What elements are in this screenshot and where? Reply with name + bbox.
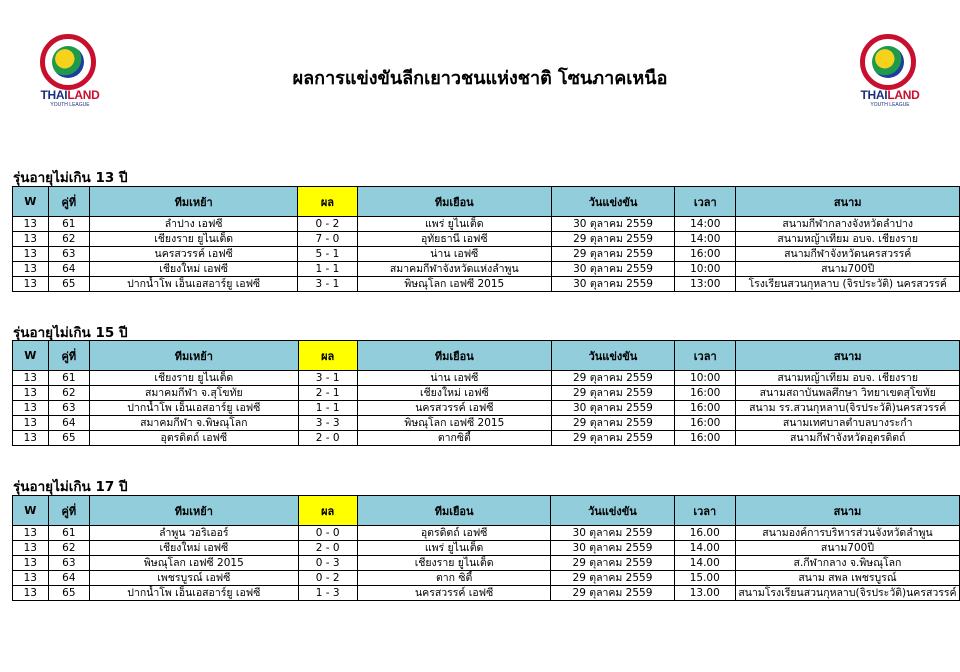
header-week: W <box>13 496 49 526</box>
date-cell: 29 ตุลาคม 2559 <box>551 371 674 386</box>
result-cell: 2 - 0 <box>298 541 357 556</box>
away-team-cell: แพร่ ยูไนเต็ด <box>357 541 551 556</box>
venue-cell: สนามสถาบันพลศึกษา วิทยาเขตสุโขทัย <box>736 386 960 401</box>
date-cell: 30 ตุลาคม 2559 <box>551 526 674 541</box>
result-cell: 3 - 1 <box>298 277 357 292</box>
match-number-cell: 63 <box>48 247 89 262</box>
home-team-cell: เชียงราย ยูไนเต็ด <box>90 232 298 247</box>
week-cell: 13 <box>13 217 49 232</box>
time-cell: 14.00 <box>674 541 735 556</box>
match-number-cell: 63 <box>48 556 90 571</box>
week-cell: 13 <box>13 416 49 431</box>
table-row <box>13 277 960 292</box>
table-row <box>13 262 960 277</box>
logo-wordmark: THAILAND <box>40 88 100 102</box>
away-team-cell: ตากซิตี้ <box>357 431 551 446</box>
table-row <box>13 571 960 586</box>
week-cell: 13 <box>13 232 49 247</box>
header-away-team: ทีมเยือน <box>357 496 551 526</box>
section-title-u17: รุ่นอายุไม่เกิน 17 ปี <box>13 479 128 495</box>
table-header-row <box>13 496 960 526</box>
home-team-cell: สมาคมกีฬา จ.พิษณุโลก <box>90 416 298 431</box>
logo-subtitle: YOUTH LEAGUE <box>50 102 90 108</box>
header-home-team: ทีมเหย้า <box>90 341 298 371</box>
match-number-cell: 62 <box>48 386 90 401</box>
match-number-cell: 64 <box>48 571 90 586</box>
date-cell: 30 ตุลาคม 2559 <box>552 277 675 292</box>
table-row <box>13 386 960 401</box>
home-team-cell: ลำพูน วอริเออร์ <box>90 526 298 541</box>
logo-wordmark: THAILAND <box>860 88 920 102</box>
date-cell: 29 ตุลาคม 2559 <box>551 586 674 601</box>
venue-cell: สนาม รร.สวนกุหลาบ(จิรประวัติ)นครสวรรค์ <box>736 401 960 416</box>
week-cell: 13 <box>13 556 49 571</box>
date-cell: 30 ตุลาคม 2559 <box>551 401 674 416</box>
header-time: เวลา <box>675 187 736 217</box>
time-cell: 10:00 <box>675 262 736 277</box>
date-cell: 29 ตุลาคม 2559 <box>551 386 674 401</box>
time-cell: 13.00 <box>674 586 735 601</box>
time-cell: 13:00 <box>675 277 736 292</box>
home-team-cell: พิษณุโลก เอฟซี 2015 <box>90 556 298 571</box>
home-team-cell: ปากน้ำโพ เอ็นเอสอาร์ยู เอฟซี <box>90 586 298 601</box>
header-match: คู่ที่ <box>48 496 90 526</box>
away-team-cell: เชียงใหม่ เอฟซี <box>357 386 551 401</box>
week-cell: 13 <box>13 386 49 401</box>
venue-cell: ส.กีฬากลาง จ.พิษณุโลก <box>735 556 959 571</box>
results-table-u15 <box>12 340 960 446</box>
venue-cell: สนามองค์การบริหารส่วนจังหวัดลำพูน <box>735 526 959 541</box>
week-cell: 13 <box>13 401 49 416</box>
time-cell: 15.00 <box>674 571 735 586</box>
header-date: วันแข่งขัน <box>551 341 674 371</box>
home-team-cell: เชียงราย ยูไนเต็ด <box>90 371 298 386</box>
home-team-cell: ปากน้ำโพ เอ็นเอสอาร์ยู เอฟซี <box>90 401 298 416</box>
venue-cell: สนามกีฬากลางจังหวัดลำปาง <box>736 217 960 232</box>
away-team-cell: อุตรดิตถ์ เอฟซี <box>357 526 551 541</box>
away-team-cell: ตาก ซิตี้ <box>357 571 551 586</box>
header-away-team: ทีมเยือน <box>357 187 552 217</box>
time-cell: 16:00 <box>675 386 736 401</box>
table-row <box>13 247 960 262</box>
date-cell: 29 ตุลาคม 2559 <box>552 232 675 247</box>
header-week: W <box>13 187 49 217</box>
header-home-team: ทีมเหย้า <box>90 187 298 217</box>
week-cell: 13 <box>13 526 49 541</box>
match-number-cell: 65 <box>48 586 90 601</box>
header-time: เวลา <box>674 496 735 526</box>
table-row <box>13 556 960 571</box>
venue-cell: สนามหญ้าเทียม อบจ. เชียงราย <box>736 371 960 386</box>
venue-cell: สนาม สพล เพชรบูรณ์ <box>735 571 959 586</box>
result-cell: 2 - 0 <box>298 431 357 446</box>
match-number-cell: 63 <box>48 401 90 416</box>
home-team-cell: นครสวรรค์ เอฟซี <box>90 247 298 262</box>
venue-cell: โรงเรียนสวนกุหลาบ (จิรประวัติ) นครสวรรค์ <box>736 277 960 292</box>
result-cell: 1 - 1 <box>298 401 357 416</box>
header-time: เวลา <box>675 341 736 371</box>
result-cell: 3 - 3 <box>298 416 357 431</box>
results-table-u17 <box>12 495 960 601</box>
week-cell: 13 <box>13 541 49 556</box>
home-team-cell: เชียงใหม่ เอฟซี <box>90 541 298 556</box>
time-cell: 16:00 <box>675 247 736 262</box>
venue-cell: สนามกีฬาจังหวัดนครสวรรค์ <box>736 247 960 262</box>
time-cell: 16.00 <box>674 526 735 541</box>
time-cell: 14:00 <box>675 232 736 247</box>
time-cell: 14:00 <box>675 217 736 232</box>
time-cell: 16:00 <box>675 416 736 431</box>
result-cell: 1 - 1 <box>298 262 357 277</box>
time-cell: 10:00 <box>675 371 736 386</box>
date-cell: 30 ตุลาคม 2559 <box>552 262 675 277</box>
away-team-cell: นครสวรรค์ เอฟซี <box>357 586 551 601</box>
result-cell: 3 - 1 <box>298 371 357 386</box>
match-number-cell: 62 <box>48 541 90 556</box>
header-home-team: ทีมเหย้า <box>90 496 298 526</box>
venue-cell: สนามโรงเรียนสวนกุหลาบ(จิรประวัติ)นครสวรรค์ <box>735 586 959 601</box>
table-header-row <box>13 341 960 371</box>
result-cell: 7 - 0 <box>298 232 357 247</box>
match-number-cell: 65 <box>48 277 89 292</box>
home-team-cell: ปากน้ำโพ เอ็นเอสอาร์ยู เอฟซี <box>90 277 298 292</box>
home-team-cell: สมาคมกีฬา จ.สุโขทัย <box>90 386 298 401</box>
header-venue: สนาม <box>735 496 959 526</box>
date-cell: 30 ตุลาคม 2559 <box>551 541 674 556</box>
result-cell: 0 - 0 <box>298 526 357 541</box>
table-row <box>13 217 960 232</box>
logo-subtitle: YOUTH LEAGUE <box>870 102 910 108</box>
away-team-cell: พิษณุโลก เอฟซี 2015 <box>357 416 551 431</box>
venue-cell: สนามหญ้าเทียม อบจ. เชียงราย <box>736 232 960 247</box>
date-cell: 29 ตุลาคม 2559 <box>552 247 675 262</box>
away-team-cell: พิษณุโลก เอฟซี 2015 <box>357 277 552 292</box>
table-row <box>13 541 960 556</box>
header-date: วันแข่งขัน <box>551 496 674 526</box>
header-match: คู่ที่ <box>48 187 89 217</box>
header-match: คู่ที่ <box>48 341 90 371</box>
match-number-cell: 61 <box>48 371 90 386</box>
week-cell: 13 <box>13 262 49 277</box>
date-cell: 29 ตุลาคม 2559 <box>551 431 674 446</box>
time-cell: 16:00 <box>675 401 736 416</box>
table-row <box>13 526 960 541</box>
result-cell: 2 - 1 <box>298 386 357 401</box>
header-date: วันแข่งขัน <box>552 187 675 217</box>
match-number-cell: 65 <box>48 431 90 446</box>
away-team-cell: เชียงราย ยูไนเต็ด <box>357 556 551 571</box>
venue-cell: สนาม700ปี <box>735 541 959 556</box>
date-cell: 29 ตุลาคม 2559 <box>551 416 674 431</box>
away-team-cell: แพร่ ยูไนเต็ด <box>357 217 552 232</box>
section-title-u13: รุ่นอายุไม่เกิน 13 ปี <box>13 170 128 186</box>
match-number-cell: 61 <box>48 526 90 541</box>
table-row <box>13 401 960 416</box>
venue-cell: สนามกีฬาจังหวัดอุตรดิตถ์ <box>736 431 960 446</box>
home-team-cell: เชียงใหม่ เอฟซี <box>90 262 298 277</box>
away-team-cell: สมาคมกีฬาจังหวัดแห่งลำพูน <box>357 262 552 277</box>
header-result: ผล <box>298 496 357 526</box>
header-result: ผล <box>298 341 357 371</box>
time-cell: 16:00 <box>675 431 736 446</box>
date-cell: 30 ตุลาคม 2559 <box>552 217 675 232</box>
page-title: ผลการแข่งขันลีกเยาวชนแห่งชาติ โซนภาคเหนือ <box>292 68 668 89</box>
results-table-u13 <box>12 186 960 292</box>
table-row <box>13 371 960 386</box>
header-week: W <box>13 341 49 371</box>
result-cell: 0 - 3 <box>298 556 357 571</box>
date-cell: 29 ตุลาคม 2559 <box>551 571 674 586</box>
home-team-cell: อุตรดิตถ์ เอฟซี <box>90 431 298 446</box>
match-number-cell: 61 <box>48 217 89 232</box>
week-cell: 13 <box>13 431 49 446</box>
result-cell: 1 - 3 <box>298 586 357 601</box>
venue-cell: สนามเทศบาลตำบลบางระกำ <box>736 416 960 431</box>
home-team-cell: ลำปาง เอฟซี <box>90 217 298 232</box>
venue-cell: สนาม700ปี <box>736 262 960 277</box>
away-team-cell: อุทัยธานี เอฟซี <box>357 232 552 247</box>
table-row <box>13 232 960 247</box>
away-team-cell: น่าน เอฟซี <box>357 371 551 386</box>
header-venue: สนาม <box>736 341 960 371</box>
home-team-cell: เพชรบูรณ์ เอฟซี <box>90 571 298 586</box>
week-cell: 13 <box>13 277 49 292</box>
time-cell: 14.00 <box>674 556 735 571</box>
date-cell: 29 ตุลาคม 2559 <box>551 556 674 571</box>
away-team-cell: น่าน เอฟซี <box>357 247 552 262</box>
week-cell: 13 <box>13 571 49 586</box>
week-cell: 13 <box>13 371 49 386</box>
away-team-cell: นครสวรรค์ เอฟซี <box>357 401 551 416</box>
week-cell: 13 <box>13 586 49 601</box>
table-row <box>13 586 960 601</box>
header-venue: สนาม <box>736 187 960 217</box>
result-cell: 0 - 2 <box>298 217 357 232</box>
table-row <box>13 431 960 446</box>
match-number-cell: 64 <box>48 262 89 277</box>
header-result: ผล <box>298 187 357 217</box>
match-number-cell: 62 <box>48 232 89 247</box>
header-away-team: ทีมเยือน <box>357 341 551 371</box>
section-title-u15: รุ่นอายุไม่เกิน 15 ปี <box>13 325 128 341</box>
table-header-row <box>13 187 960 217</box>
result-cell: 0 - 2 <box>298 571 357 586</box>
table-row <box>13 416 960 431</box>
match-number-cell: 64 <box>48 416 90 431</box>
week-cell: 13 <box>13 247 49 262</box>
result-cell: 5 - 1 <box>298 247 357 262</box>
